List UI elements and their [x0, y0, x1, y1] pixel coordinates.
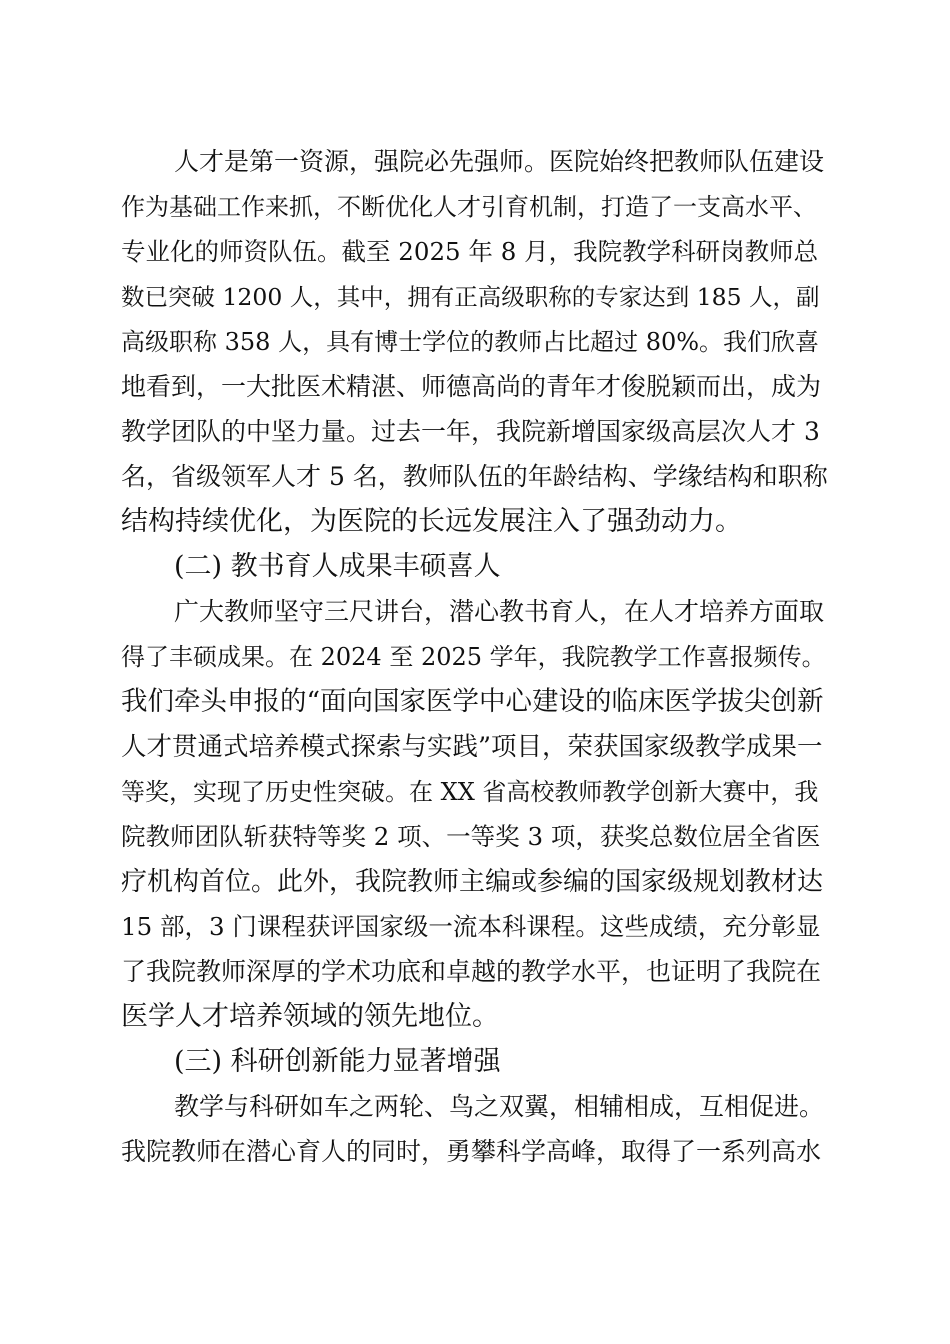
text-line: 医学人才培养领域的领先地位。 [121, 1001, 499, 1032]
text-line: 地看到，一大批医术精湛、师德高尚的青年才俊脱颖而出，成为 [121, 372, 822, 401]
text-line: 了我院教师深厚的学术功底和卓越的教学水平，也证明了我院在 [121, 957, 822, 986]
text-line: 高级职称 358 人，具有博士学位的教师占比超过 80%。我们欣喜 [121, 328, 820, 356]
text-line: 等奖，实现了历史性突破。在 XX 省高校教师教学创新大赛中，我 [121, 778, 819, 806]
text-line: 我院教师在潜心育人的同时，勇攀科学高峰，取得了一系列高水 [121, 1137, 822, 1166]
section-heading: (三) 科研创新能力显著增强 [174, 1046, 501, 1077]
text-line: 教学与科研如车之两轮、鸟之双翼，相辅相成，互相促进。 [174, 1092, 825, 1121]
text-line: 人才是第一资源，强院必先强师。医院始终把教师队伍建设 [174, 147, 825, 176]
text-line: 教学团队的中坚力量。过去一年，我院新增国家级高层次人才 3 [121, 417, 820, 446]
section-heading: (二) 教书育人成果丰硕喜人 [174, 551, 501, 582]
text-line: 名，省级领军人才 5 名，教师队伍的年龄结构、学缘结构和职称 [121, 462, 828, 491]
text-line: 专业化的师资队伍。截至 2025 年 8 月，我院教学科研岗教师总 [121, 237, 819, 266]
text-line: 作为基础工作来抓，不断优化人才引育机制，打造了一支高水平、 [121, 193, 817, 221]
text-line: 15 部，3 门课程获评国家级一流本科课程。这些成绩，充分彰显 [121, 912, 821, 941]
text-line: 结构持续优化，为医院的长远发展注入了强劲动力。 [121, 506, 742, 537]
text-line: 数已突破 1200 人，其中，拥有正高级职称的专家达到 185 人，副 [121, 283, 820, 311]
text-line: 院教师团队斩获特等奖 2 项、一等奖 3 项，获奖总数位居全省医 [121, 822, 821, 851]
text-line: 人才贯通式培养模式探索与实践”项目，荣获国家级教学成果一 [121, 732, 823, 762]
text-line: 广大教师坚守三尺讲台，潜心教书育人，在人才培养方面取 [174, 597, 825, 626]
text-line: 得了丰硕成果。在 2024 至 2025 学年，我院教学工作喜报频传。 [121, 643, 826, 671]
text-line: 疗机构首位。此外，我院教师主编或参编的国家级规划教材达 [121, 867, 824, 897]
text-line: 我们牵头申报的“面向国家医学中心建设的临床医学拔尖创新 [121, 686, 824, 717]
